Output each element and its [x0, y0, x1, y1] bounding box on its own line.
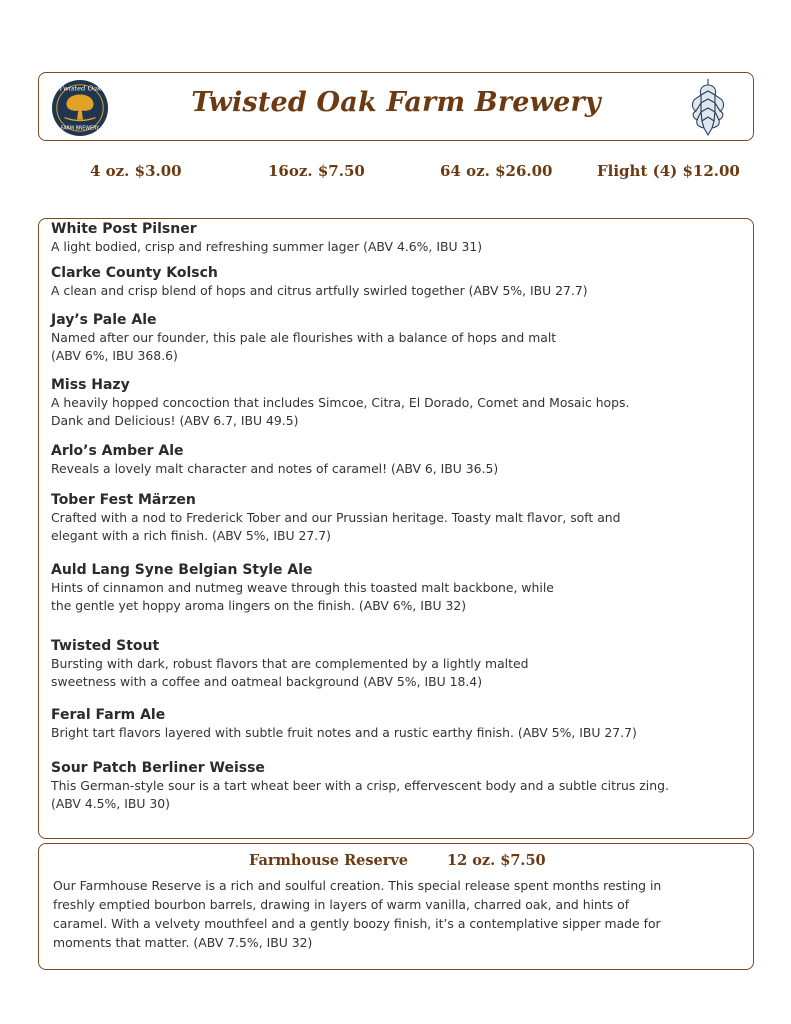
beer-name: Twisted Stout [51, 638, 160, 654]
reserve-description [53, 876, 743, 952]
price-flight: Flight (4) $12.00 [597, 162, 740, 180]
logo-text-bottom: FARM BREWERY [60, 126, 100, 132]
beer-description: Bright tart flavors layered with subtle fruit notes and a rustic earthy finish. (ABV 5%, IBU 27.7) [51, 725, 637, 740]
beer-description: elegant with a rich finish. (ABV 5%, IBU 27.7) [51, 528, 331, 543]
brewery-title: Twisted Oak Farm Brewery [191, 87, 601, 118]
beer-item [51, 760, 741, 813]
logo-text-top: Twisted Oak [58, 84, 102, 93]
beer-description: Bursting with dark, robust flavors that are complemented by a lightly malted [51, 656, 529, 671]
beer-description: A clean and crisp blend of hops and citrus artfully swirled together (ABV 5%, IBU 27.7) [51, 283, 588, 298]
reserve-line: freshly emptied bourbon barrels, drawing in layers of warm vanilla, charred oak, and hints of [53, 897, 630, 912]
beer-description: A heavily hopped concoction that includes Simcoe, Citra, El Dorado, Comet and Mosaic hops. [51, 395, 630, 410]
beer-description: A light bodied, crisp and refreshing summer lager (ABV 4.6%, IBU 31) [51, 239, 483, 254]
beer-name: Clarke County Kolsch [51, 265, 218, 281]
beer-description: This German-style sour is a tart wheat beer with a crisp, effervescent body and a subtle citrus zing. [51, 778, 669, 793]
beer-description: Dank and Delicious! (ABV 6.7, IBU 49.5) [51, 413, 299, 428]
price-64oz: 64 oz. $26.00 [440, 162, 553, 180]
beer-item [51, 443, 741, 478]
beer-description: Named after our founder, this pale ale flourishes with a balance of hops and malt [51, 330, 557, 345]
reserve-name: Farmhouse Reserve [249, 852, 409, 869]
price-row [0, 162, 791, 186]
header-box [38, 72, 754, 141]
reserve-box [38, 843, 754, 970]
beer-item [51, 707, 741, 742]
beer-name: Jay’s Pale Ale [51, 312, 157, 328]
beer-item [51, 562, 741, 615]
beer-description: (ABV 6%, IBU 368.6) [51, 348, 178, 363]
beer-description: the gentle yet hoppy aroma lingers on the finish. (ABV 6%, IBU 32) [51, 598, 467, 613]
beer-item [51, 221, 741, 256]
beer-description: Reveals a lovely malt character and notes of caramel! (ABV 6, IBU 36.5) [51, 461, 499, 476]
beer-description: sweetness with a coffee and oatmeal background (ABV 5%, IBU 18.4) [51, 674, 483, 689]
beer-name: Miss Hazy [51, 377, 130, 393]
price-16oz: 16oz. $7.50 [268, 162, 365, 180]
price-4oz: 4 oz. $3.00 [90, 162, 182, 180]
beer-item [51, 265, 741, 300]
beer-name: Sour Patch Berliner Weisse [51, 760, 265, 776]
beer-description: Hints of cinnamon and nutmeg weave through this toasted malt backbone, while [51, 580, 554, 595]
beer-description: Crafted with a nod to Frederick Tober and our Prussian heritage. Toasty malt flavor, soft and [51, 510, 621, 525]
beer-name: White Post Pilsner [51, 221, 197, 237]
beer-item [51, 492, 741, 545]
beer-name: Feral Farm Ale [51, 707, 166, 723]
beer-item [51, 312, 741, 365]
reserve-line: caramel. With a velvety mouthfeel and a gently boozy finish, it’s a contemplative sipper made for [53, 916, 661, 931]
reserve-line: moments that matter. (ABV 7.5%, IBU 32) [53, 935, 313, 950]
beer-name: Tober Fest Märzen [51, 492, 196, 508]
beer-name: Auld Lang Syne Belgian Style Ale [51, 562, 313, 578]
reserve-header [39, 852, 753, 872]
beer-item [51, 377, 741, 430]
hop-icon [681, 75, 735, 139]
beer-list-box [38, 218, 754, 839]
beer-name: Arlo’s Amber Ale [51, 443, 184, 459]
reserve-price: 12 oz. $7.50 [447, 852, 546, 869]
beer-item [51, 638, 741, 691]
beer-description: (ABV 4.5%, IBU 30) [51, 796, 170, 811]
reserve-line: Our Farmhouse Reserve is a rich and soulful creation. This special release spent months resting in [53, 878, 662, 893]
